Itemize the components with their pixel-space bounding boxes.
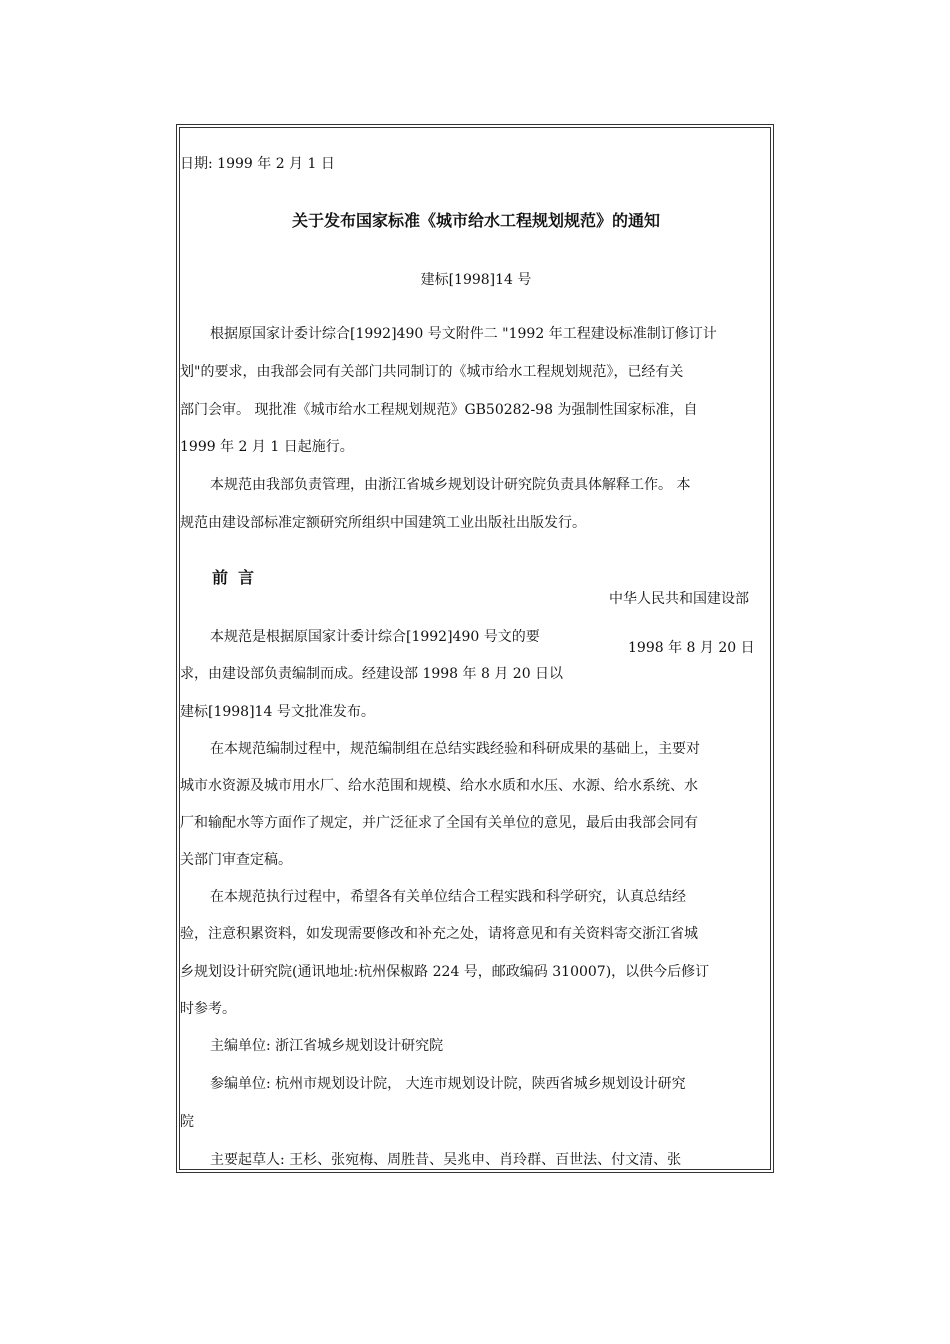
notice-p2-line: 本规范由我部负责管理，由浙江省城乡规划设计研究院负责具体解释工作。 本	[210, 477, 691, 493]
preface-p1-line: 求，由建设部负责编制而成。经建设部 1998 年 8 月 20 日以	[180, 666, 564, 682]
date-line: 日期: 1999 年 2 月 1 日	[180, 156, 335, 172]
preface-p1-line: 建标[1998]14 号文批准发布。	[180, 704, 375, 720]
notice-p1-line: 根据原国家计委计综合[1992]490 号文附件二 "1992 年工程建设标准制订修订计	[210, 326, 717, 342]
preface-p2-line: 关部门审查定稿。	[180, 852, 292, 868]
preface-p3-line: 时参考。	[180, 1001, 236, 1017]
notice-p1-line: 部门会审。 现批准《城市给水工程规划规范》GB50282-98 为强制性国家标准，自	[180, 402, 698, 418]
preface-p2-line: 在本规范编制过程中，规范编制组在总结实践经验和科研成果的基础上，主要对	[210, 741, 700, 757]
document-frame	[176, 124, 774, 1173]
notice-p2-line: 规范由建设部标准定额研究所组织中国建筑工业出版社出版发行。	[180, 515, 586, 531]
doc-number: 建标[1998]14 号	[420, 272, 532, 288]
preface-p1-line: 本规范是根据原国家计委计综合[1992]490 号文的要	[210, 629, 540, 645]
issue-date: 1998 年 8 月 20 日	[628, 640, 755, 656]
participating-units-line: 院	[180, 1114, 194, 1130]
preface-p3-line: 在本规范执行过程中，希望各有关单位结合工程实践和科学研究，认真总结经	[210, 889, 686, 905]
preface-heading: 前言	[212, 568, 265, 587]
issuer: 中华人民共和国建设部	[609, 591, 749, 607]
notice-title: 关于发布国家标准《城市给水工程规划规范》的通知	[291, 211, 660, 230]
preface-p3-line: 乡规划设计研究院(通讯地址:杭州保椒路 224 号，邮政编码 310007)，以供今后修订	[180, 964, 710, 980]
notice-p1-line: 划"的要求，由我部会同有关部门共同制订的《城市给水工程规划规范》，已经有关	[180, 364, 684, 380]
preface-p2-line: 厂和输配水等方面作了规定，并广泛征求了全国有关单位的意见，最后由我部会同有	[180, 815, 698, 831]
notice-p1-line: 1999 年 2 月 1 日起施行。	[180, 439, 354, 455]
participating-units-line: 参编单位: 杭州市规划设计院， 大连市规划设计院，陕西省城乡规划设计研究	[210, 1076, 686, 1092]
drafters: 主要起草人: 王杉、张宛梅、周胜昔、吴兆申、肖玲群、百世法、付文清、张	[210, 1152, 682, 1168]
preface-p2-line: 城市水资源及城市用水厂、给水范围和规模、给水水质和水压、水源、给水系统、水	[180, 778, 698, 794]
chief-unit: 主编单位: 浙江省城乡规划设计研究院	[210, 1038, 444, 1054]
preface-p3-line: 验，注意积累资料，如发现需要修改和补充之处，请将意见和有关资料寄交浙江省城	[180, 926, 698, 942]
